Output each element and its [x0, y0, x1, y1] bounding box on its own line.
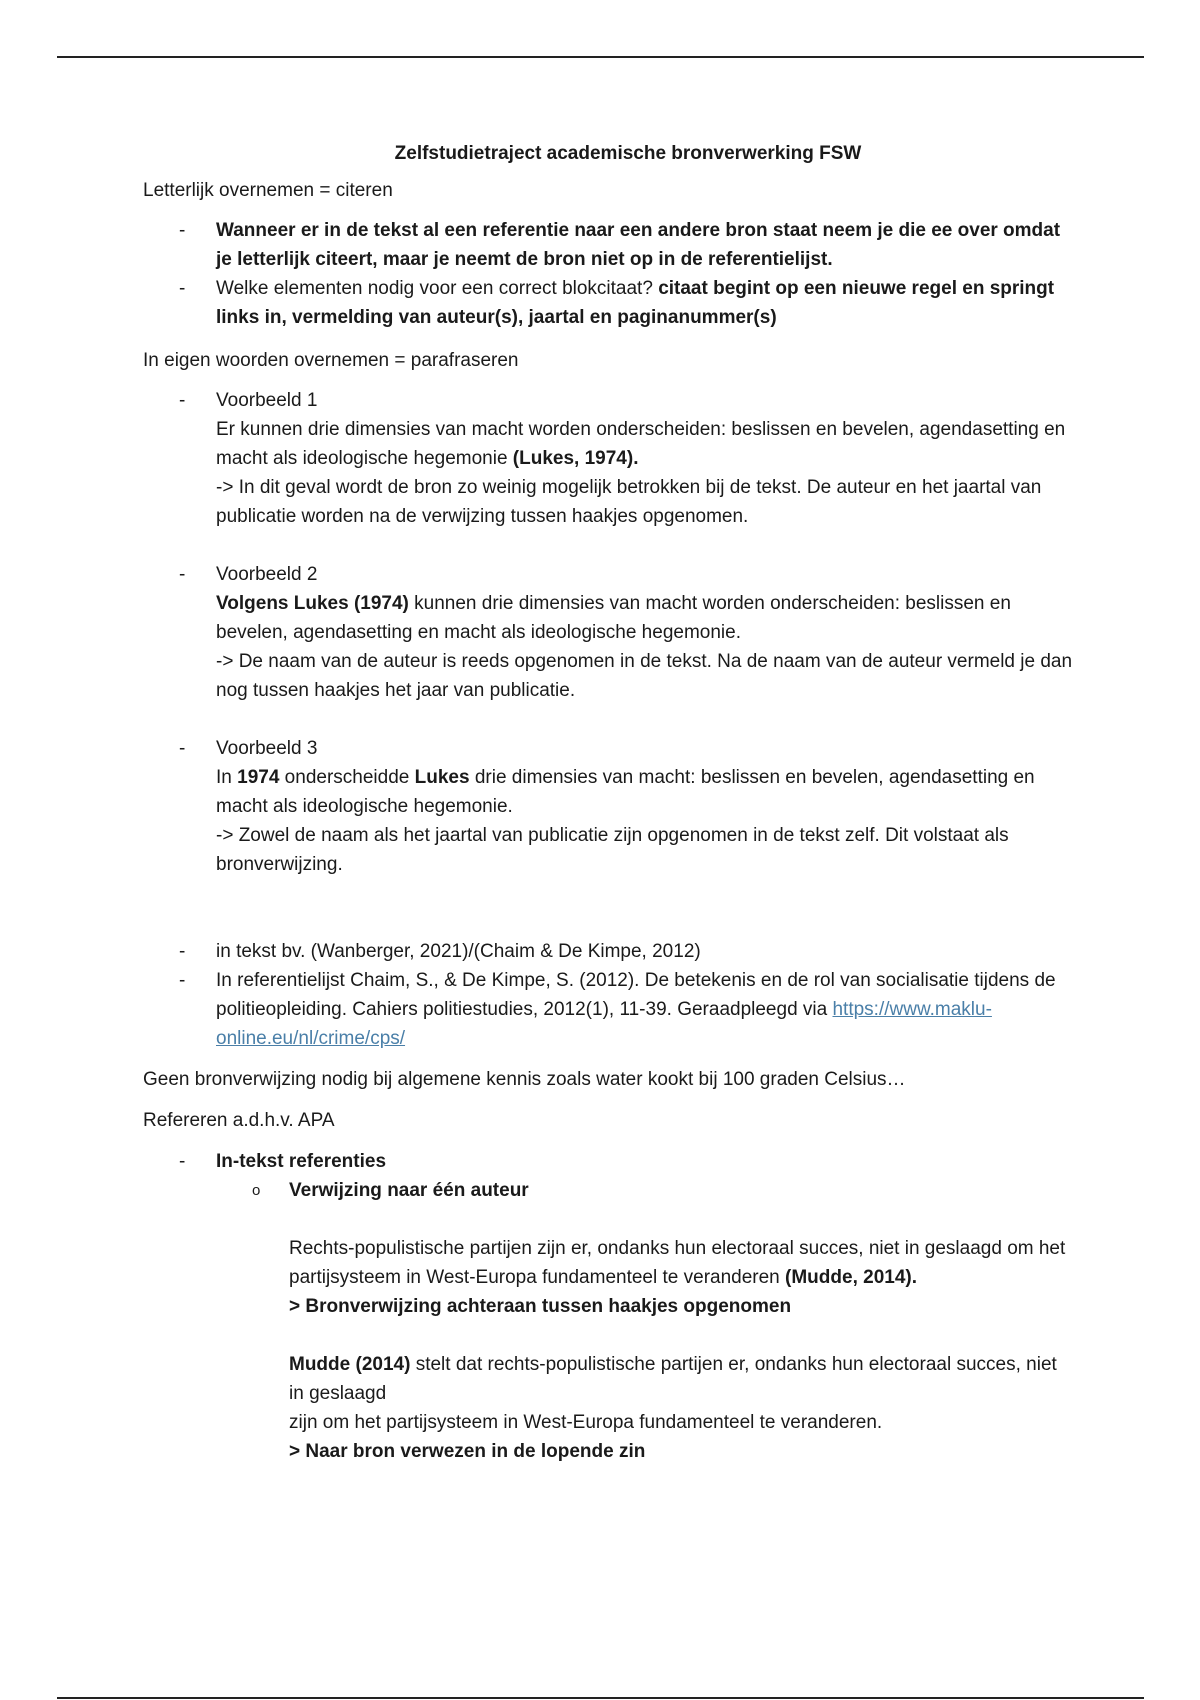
spacer [289, 1205, 1073, 1234]
general-knowledge-note: Geen bronverwijzing nodig bij algemene kennis zoals water kookt bij 100 graden Celsius… [143, 1069, 906, 1090]
list-item [143, 966, 1073, 1053]
apa-example-1 [289, 1234, 1073, 1292]
dash-bullet: - [179, 390, 186, 411]
list-item [143, 734, 1073, 937]
example-year: 1974 [237, 767, 280, 788]
apa-list [143, 1147, 1073, 1466]
example-note: -> De naam van de auteur is reeds opgenomen in de tekst. Na de naam van de auteur vermeld je dan nog tussen haakjes het jaar van publicatie. [216, 651, 1073, 701]
example-sentence: onderscheidde [279, 767, 415, 788]
example-sentence: drie dimensies van macht: beslissen en bevelen, agendasetting en macht als ideologische hegemonie. [216, 767, 1035, 817]
blokcitaat-answer: citaat begint op een nieuwe regel en springt links in, vermelding van auteur(s), jaartal en paginanummer(s) [216, 278, 1055, 328]
spacer [216, 531, 1073, 560]
example-sentence: In [216, 767, 238, 788]
footer-rule [57, 1697, 1144, 1699]
example-sentence: Rechts-populistische partijen zijn er, ondanks hun electoraal succes, niet in geslaagd om het partijsysteem in West-Europa fundamenteel te veranderen [289, 1238, 1066, 1288]
list-item [143, 274, 1073, 332]
list-item [143, 560, 1073, 734]
example-citation: Volgens Lukes (1974) [216, 593, 409, 614]
spacer [289, 1321, 1073, 1350]
apa-example-2-note: > Naar bron verwezen in de lopende zin [289, 1441, 646, 1462]
citeren-list [143, 216, 1073, 332]
page-title: Zelfstudietraject academische bronverwerking FSW [394, 143, 862, 164]
example-label: Voorbeeld 1 [216, 390, 318, 411]
sub-list-item [216, 1176, 1073, 1466]
list-item [143, 386, 1073, 560]
example-note: -> In dit geval wordt de bron zo weinig mogelijk betrokken bij de tekst. De auteur en het jaartal van publicatie worden na de verwijzing tussen haakjes opgenomen. [216, 477, 1042, 527]
example-author: Lukes [414, 767, 470, 788]
parafraseren-list [143, 386, 1073, 1053]
example-note: -> Zowel de naam als het jaartal van publicatie zijn opgenomen in de tekst zelf. Dit volstaat als bronverwijzing. [216, 825, 1009, 875]
apa-example-1-note: > Bronverwijzing achteraan tussen haakjes opgenomen [289, 1296, 792, 1317]
dash-bullet: - [179, 1151, 186, 1172]
apa-example-2 [289, 1350, 1073, 1408]
example-text [216, 589, 1073, 647]
dash-bullet: - [179, 564, 186, 585]
apa-sublist [216, 1176, 1073, 1466]
citeren-rule-text: Wanneer er in de tekst al een referentie naar een andere bron staat neem je die ee over omdat je letterlijk citeert, maar je neemt de bron niet op in de referentielijst. [216, 220, 1061, 270]
list-item [143, 216, 1073, 274]
apa-example-2-line2: zijn om het partijsysteem in West-Europa fundamenteel te veranderen. [289, 1412, 883, 1433]
dash-bullet: - [179, 220, 186, 241]
dash-bullet: - [179, 738, 186, 759]
example-label: Voorbeeld 2 [216, 564, 318, 585]
document-body [143, 139, 1073, 1478]
example-citation: (Lukes, 1974). [512, 448, 639, 469]
example-sentence: kunnen drie dimensies van macht worden onderscheiden: beslissen en bevelen, agendasetting en macht als ideologische hegemonie. [216, 593, 1011, 643]
example-label: Voorbeeld 3 [216, 738, 318, 759]
section-heading-citeren: Letterlijk overnemen = citeren [143, 180, 393, 201]
example-citation: Mudde (2014) [289, 1354, 411, 1375]
blokcitaat-question: Welke elementen nodig voor een correct blokcitaat? [216, 278, 659, 299]
circle-bullet: o [252, 1182, 261, 1199]
header-rule [57, 56, 1144, 58]
section-heading-apa: Refereren a.d.h.v. APA [143, 1110, 335, 1131]
example-sentence: Er kunnen drie dimensies van macht worden onderscheiden: beslissen en bevelen, agendasetting en macht als ideologische hegemonie [216, 419, 1066, 469]
dash-bullet: - [179, 970, 186, 991]
spacer [216, 705, 1073, 734]
dash-bullet: - [179, 278, 186, 299]
dash-bullet: - [179, 941, 186, 962]
reference-list-example: In referentielijst Chaim, S., & De Kimpe, S. (2012). De betekenis en de rol van socialisatie tijdens de politieopleiding. Cahiers politiestudies, 2012(1), 11-39. Geraadpleegd via [216, 970, 1056, 1020]
example-text [216, 415, 1073, 473]
apa-sub-label: Verwijzing naar één auteur [289, 1180, 529, 1201]
in-text-example: in tekst bv. (Wanberger, 2021)/(Chaim & De Kimpe, 2012) [216, 941, 701, 962]
example-citation: (Mudde, 2014). [785, 1267, 918, 1288]
list-item [143, 937, 1073, 966]
section-heading-parafraseren: In eigen woorden overnemen = parafraseren [143, 350, 519, 371]
example-text [216, 763, 1073, 821]
reference-link[interactable]: https://www.maklu-online.eu/nl/crime/cps/ [216, 999, 992, 1049]
spacer [216, 879, 1073, 937]
example-sentence: stelt dat rechts-populistische partijen er, ondanks hun electoraal succes, niet in geslaagd [289, 1354, 1057, 1404]
list-item [143, 1147, 1073, 1466]
apa-item-label: In-tekst referenties [216, 1151, 387, 1172]
